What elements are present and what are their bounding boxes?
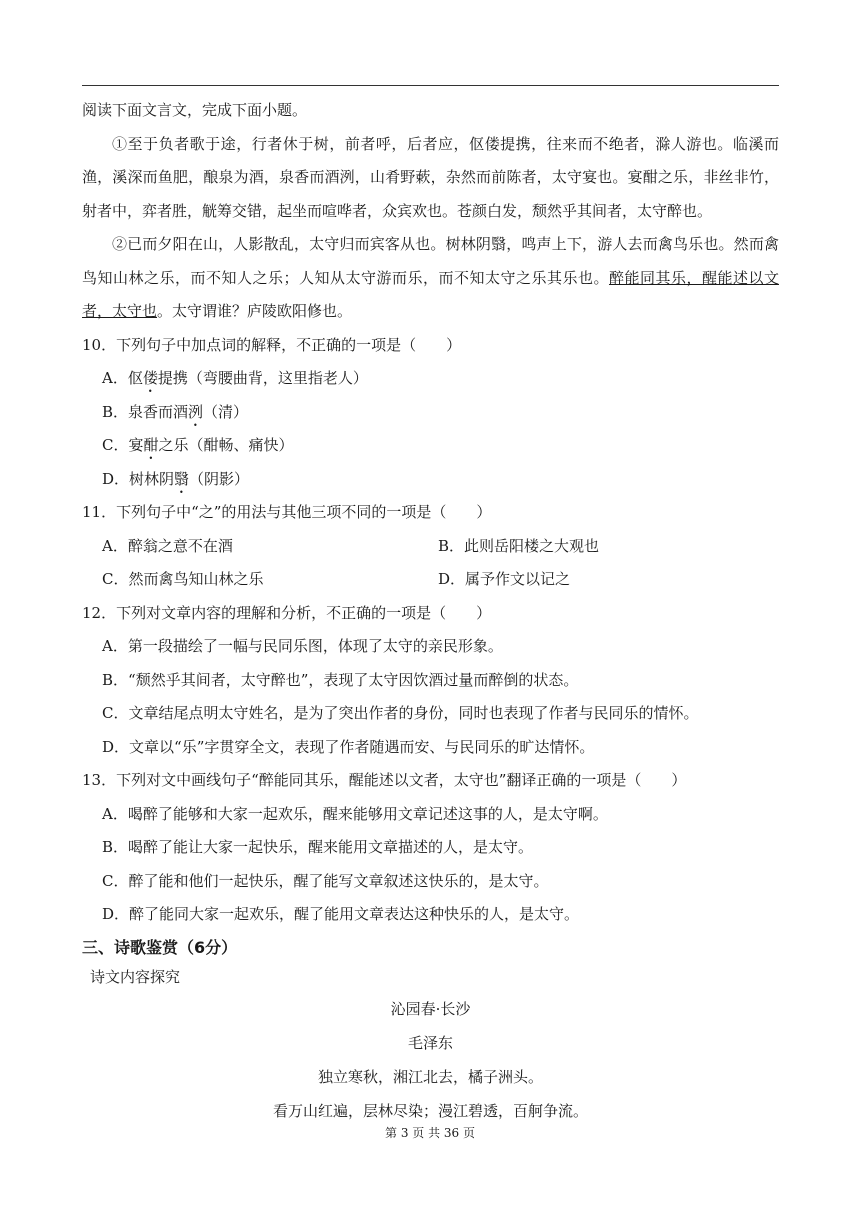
passage-p2-end: 。太守谓谁？庐陵欧阳修也。 (157, 302, 353, 320)
question-10-option-c: C．宴酣之乐（酣畅、痛快） (102, 436, 294, 454)
question-11-option-a: A．醉翁之意不在酒 (102, 536, 233, 555)
question-10-option-a: A．伛偻提携（弯腰曲背，这里指老人） (102, 369, 368, 387)
question-10-option-b: B．泉香而酒洌（清） (102, 402, 249, 421)
poem-title: 沁园春·长沙 (390, 999, 471, 1018)
poem-line-1: 独立寒秋，湘江北去，橘子洲头。 (317, 1067, 543, 1086)
question-12-option-a: A．第一段描绘了一幅与民同乐图，体现了太守的亲民形象。 (102, 637, 503, 655)
page-content (82, 94, 779, 1128)
question-10-stem: 10．下列句子中加点词的解释，不正确的一项是（ ） (82, 335, 462, 354)
question-12-option-d: D．文章以“乐”字贯穿全文，表现了作者随遇而安、与民同乐的旷达情怀。 (102, 737, 595, 756)
reading-instruction: 阅读下面文言文，完成下面小题。 (82, 101, 308, 119)
question-13-option-d: D．醉了能同大家一起欢乐，醒了能用文章表达这种快乐的人，是太守。 (102, 905, 580, 923)
page-number-footer: 第 3 页 共 36 页 (385, 1126, 475, 1140)
header-rule (82, 85, 779, 86)
underlined-sentence: 醉能同其乐，醒能述以文者，太守也 (82, 268, 779, 320)
question-12-option-c: C．文章结尾点明太守姓名，是为了突出作者的身份，同时也表现了作者与民同乐的情怀。 (102, 704, 699, 722)
section-3-title: 三、诗歌鉴赏（6分） (82, 937, 238, 957)
question-10-option-d: D．树林阴翳（阴影） (102, 469, 250, 488)
question-13-option-a: A．喝醉了能够和大家一起欢乐，醒来能够用文章记述这事的人，是太守啊。 (102, 804, 608, 823)
question-13-stem: 13．下列对文中画线句子“醉能同其乐，醒能述以文者，太守也”翻译正确的一项是（ ） (82, 771, 687, 789)
passage-paragraph-1: ①至于负者歌于途，行者休于树，前者呼，后者应，伛偻提携，往来而不绝者，滁人游也。临溪而渔，溪深而鱼肥，酿泉为酒，泉香而酒洌，山肴野蔌，杂然而前陈者，太守宴也。宴酣之乐，非丝非竹，射者中，弈者胜，觥筹交错，起坐而喧哗者，众宾欢也。苍颜白发，颓然乎其间者，太守醉也。 (82, 134, 779, 220)
question-11-option-b: B．此则岳阳楼之大观也 (438, 536, 600, 555)
section-3-subtitle: 诗文内容探究 (90, 967, 181, 986)
dotted-word: 翳 (174, 469, 190, 488)
question-11-option-c: C．然而禽鸟知山林之乐 (102, 570, 264, 588)
passage-paragraph-2 (82, 228, 779, 329)
question-13-option-b: B．喝醉了能让大家一起快乐，醒来能用文章描述的人，是太守。 (102, 838, 534, 856)
poem-author: 毛泽东 (407, 1033, 453, 1052)
question-13-option-c: C．醉了能和他们一起快乐，醒了能写文章叙述这快乐的，是太守。 (102, 871, 549, 890)
poem-line-2: 看万山红遍，层林尽染；漫江碧透，百舸争流。 (272, 1101, 588, 1120)
question-11-option-d: D．属予作文以记之 (438, 570, 571, 588)
question-12-stem: 12．下列对文章内容的理解和分析，不正确的一项是（ ） (82, 603, 492, 622)
question-11-options-row-1 (82, 530, 779, 564)
question-11-options-row-2 (82, 563, 779, 597)
question-11-stem: 11．下列句子中“之”的用法与其他三项不同的一项是（ ） (82, 503, 492, 521)
dotted-word: 偻 (142, 369, 158, 387)
dotted-word: 洌 (188, 402, 204, 421)
question-12-option-b: B．“颓然乎其间者，太守醉也”，表现了太守因饮酒过量而醉倒的状态。 (102, 670, 579, 689)
passage-p2-text: ②已而夕阳在山，人影散乱，太守归而宾客从也。树林阴翳，鸣声上下，游人去而禽鸟乐也。然而禽鸟知山林之乐，而不知人之乐；人知从太守游而乐，而不知太守之乐其乐也。 (82, 235, 779, 287)
dotted-word: 酣 (143, 436, 159, 454)
